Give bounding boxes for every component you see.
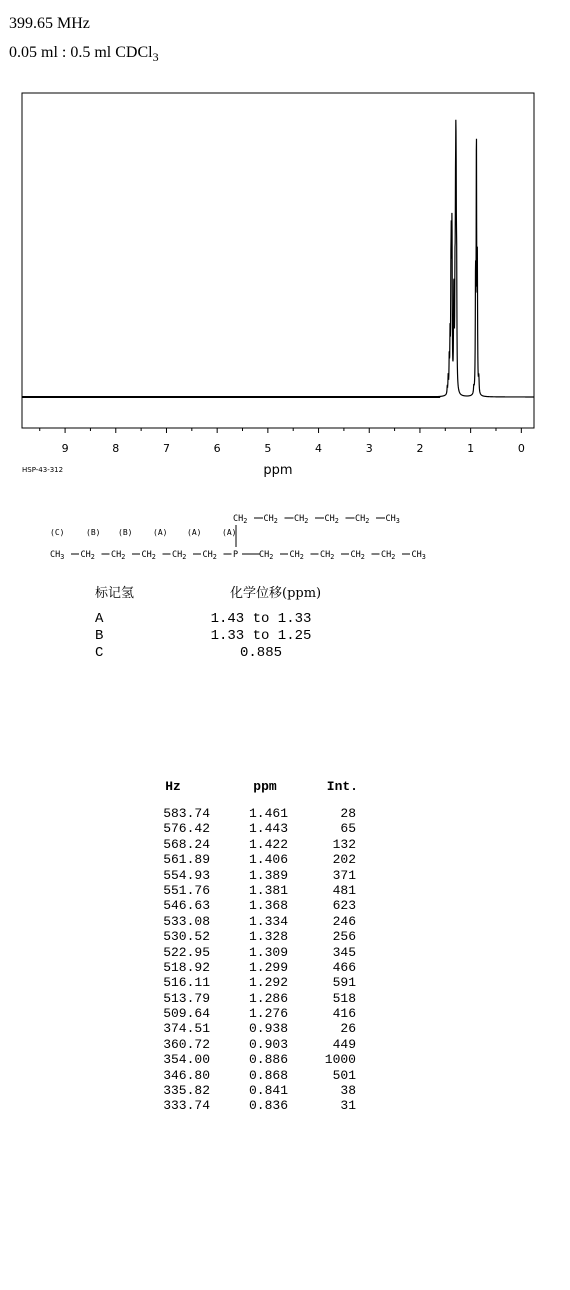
peak-hz-cell: 513.79 — [163, 990, 210, 1006]
peak-table-row — [150, 1068, 358, 1083]
x-axis-label: ppm — [263, 463, 293, 478]
peak-hz-cell: 530.52 — [163, 929, 210, 945]
carbon-group: $CH_2$ — [80, 550, 95, 561]
peak-ppm-cell: 1.328 — [248, 929, 288, 945]
shift-col-label: 标记氢 — [95, 586, 135, 601]
peak-ppm-cell: 0.903 — [248, 1036, 288, 1052]
peak-hz-cell: 576.42 — [163, 821, 210, 837]
hydrogen-label: (A) — [187, 528, 202, 537]
peak-int-cell: 1000 — [324, 1052, 356, 1068]
peak-ppm-cell: 1.381 — [248, 882, 288, 898]
shift-value-cell: 1.33 to 1.25 — [210, 628, 312, 644]
shift-table-row — [95, 645, 321, 662]
peak-ppm-cell: 0.938 — [248, 1021, 288, 1037]
peak-table-row — [150, 945, 358, 960]
x-tick-label: 0 — [517, 442, 525, 455]
shift-col-shift: 化学位移(ppm) — [230, 586, 322, 601]
carbon-group: $CH_2$ — [320, 550, 335, 561]
x-tick-label: 3 — [365, 442, 373, 455]
carbon-group: $CH_2$ — [202, 550, 217, 561]
hydrogen-label: (B) — [118, 528, 133, 537]
peak-hz-cell: 546.63 — [163, 898, 210, 914]
peak-hz-cell: 533.08 — [163, 913, 210, 929]
x-tick-label: 6 — [213, 442, 221, 455]
shift-value-cell: 0.885 — [239, 645, 282, 661]
peak-ppm-cell: 1.286 — [248, 990, 288, 1006]
carbon-group: $CH_2$ — [350, 550, 365, 561]
peak-ppm-cell: 0.841 — [248, 1083, 288, 1099]
main-chain — [50, 550, 426, 561]
peak-table-rows — [150, 806, 358, 1114]
peak-table-row — [150, 914, 358, 929]
carbon-group: $CH_2$ — [381, 550, 396, 561]
peak-table-row — [150, 898, 358, 913]
peak-int-cell: 591 — [332, 975, 356, 991]
shift-table-row — [95, 628, 321, 645]
x-tick-label: 2 — [416, 442, 424, 455]
carbon-group: $CH_2$ — [324, 514, 339, 525]
peak-int-cell: 202 — [332, 852, 356, 868]
shift-value-cell: 1.43 to 1.33 — [210, 611, 312, 627]
peak-ppm-cell: 1.276 — [248, 1006, 288, 1022]
peak-int-cell: 345 — [332, 944, 356, 960]
peak-int-cell: 481 — [332, 882, 356, 898]
carbon-group: $CH_2$ — [289, 550, 304, 561]
peak-hz-cell: 360.72 — [163, 1036, 210, 1052]
peak-ppm-cell: 1.461 — [248, 806, 288, 821]
peak-table-header — [150, 776, 358, 798]
hydrogen-label: (C) — [50, 528, 65, 537]
peak-hz-cell: 551.76 — [163, 882, 210, 898]
peak-table-row — [150, 821, 358, 836]
hydrogen-label: (A) — [222, 528, 237, 537]
peak-ppm-cell: 1.406 — [248, 852, 288, 868]
peak-hz-cell: 568.24 — [163, 836, 210, 852]
shift-label-cell: C — [95, 645, 104, 661]
peak-ppm-cell: 1.334 — [248, 913, 288, 929]
peak-hz-cell: 335.82 — [163, 1083, 210, 1099]
solvent-text: 0.05 ml : 0.5 ml CDCl — [9, 44, 153, 61]
peak-ppm-cell: 1.422 — [248, 836, 288, 852]
peak-hz-cell: 354.00 — [163, 1052, 210, 1068]
peak-int-cell: 246 — [332, 913, 356, 929]
shift-table-row — [95, 611, 321, 628]
peak-ppm-cell: 1.309 — [248, 944, 288, 960]
peak-int-cell: 65 — [340, 821, 356, 837]
carbon-group: $CH_2$ — [355, 514, 370, 525]
peak-int-cell: 623 — [332, 898, 356, 914]
carbon-group: $CH_2$ — [111, 550, 126, 561]
peak-table-row — [150, 837, 358, 852]
peak-ppm-cell: 0.886 — [248, 1052, 288, 1068]
molecular-structure — [0, 0, 570, 580]
peak-int-cell: 31 — [340, 1098, 356, 1114]
peak-ppm-cell: 1.299 — [248, 959, 288, 975]
shift-label-cell: B — [95, 628, 104, 644]
peak-hz-cell: 554.93 — [163, 867, 210, 883]
peak-hz-cell: 583.74 — [163, 806, 210, 821]
peak-col-ppm: ppm — [253, 779, 277, 794]
carbon-group: $CH_2$ — [294, 514, 309, 525]
carbon-group: $CH_2$ — [172, 550, 187, 561]
solvent-subscript: 3 — [152, 50, 159, 65]
peak-ppm-cell: 1.389 — [248, 867, 288, 883]
peak-list-table — [150, 776, 358, 1114]
peak-int-cell: 38 — [340, 1083, 356, 1099]
x-tick-label: 1 — [467, 442, 475, 455]
peak-hz-cell: 374.51 — [163, 1021, 210, 1037]
shift-table-rows — [95, 611, 321, 662]
x-tick-label: 4 — [315, 442, 323, 455]
hydrogen-label: (B) — [86, 528, 101, 537]
hydrogen-label: (A) — [153, 528, 168, 537]
peak-int-cell: 518 — [332, 990, 356, 1006]
peak-hz-cell: 333.74 — [163, 1098, 210, 1114]
peak-int-cell: 256 — [332, 929, 356, 945]
peak-table-row — [150, 1052, 358, 1067]
peak-table-row — [150, 1037, 358, 1052]
peak-table-row — [150, 868, 358, 883]
peak-int-cell: 132 — [332, 836, 356, 852]
peak-ppm-cell: 1.443 — [248, 821, 288, 837]
peak-col-hz: Hz — [165, 779, 181, 794]
peak-int-cell: 371 — [332, 867, 356, 883]
peak-int-cell: 466 — [332, 959, 356, 975]
peak-int-cell: 416 — [332, 1006, 356, 1022]
carbon-group: $CH_2$ — [141, 550, 156, 561]
x-tick-label: 5 — [264, 442, 272, 455]
peak-table-row — [150, 975, 358, 990]
peak-hz-cell: 561.89 — [163, 852, 210, 868]
peak-col-int: Int. — [326, 779, 358, 794]
peak-hz-cell: 522.95 — [163, 944, 210, 960]
peak-int-cell: 28 — [340, 806, 356, 821]
peak-hz-cell: 509.64 — [163, 1006, 210, 1022]
x-tick-label: 8 — [112, 442, 120, 455]
peak-table-row — [150, 1083, 358, 1098]
peak-hz-cell: 346.80 — [163, 1067, 210, 1083]
carbon-group: $CH_2$ — [263, 514, 278, 525]
sample-id: HSP-43-312 — [22, 466, 64, 474]
peak-table-row — [150, 852, 358, 867]
carbon-group: $CH_2$ — [233, 514, 248, 525]
peak-table-row — [150, 1006, 358, 1021]
carbon-group: $CH_2$ — [259, 550, 274, 561]
peak-table-row — [150, 960, 358, 975]
peak-ppm-cell: 1.368 — [248, 898, 288, 914]
peak-table-row — [150, 806, 358, 821]
peak-hz-cell: 516.11 — [163, 975, 210, 991]
peak-ppm-cell: 0.836 — [248, 1098, 288, 1114]
peak-table-row — [150, 883, 358, 898]
peak-int-cell: 26 — [340, 1021, 356, 1037]
peak-table-row — [150, 1021, 358, 1036]
peak-table-row — [150, 1098, 358, 1113]
carbon-group: $CH_3$ — [50, 550, 65, 561]
branch-chain — [233, 514, 400, 547]
carbon-group: $CH_3$ — [385, 514, 400, 525]
peak-ppm-cell: 1.292 — [248, 975, 288, 991]
peak-hz-cell: 518.92 — [163, 959, 210, 975]
phosphorus-atom: P — [233, 550, 239, 560]
peak-int-cell: 501 — [332, 1067, 356, 1083]
shift-assignment-table — [95, 582, 321, 662]
shift-table-header — [95, 582, 321, 601]
x-tick-label: 7 — [162, 442, 170, 455]
carbon-group: $CH_3$ — [411, 550, 426, 561]
peak-table-row — [150, 991, 358, 1006]
x-tick-label: 9 — [61, 442, 69, 455]
peak-table-row — [150, 929, 358, 944]
peak-ppm-cell: 0.868 — [248, 1067, 288, 1083]
peak-int-cell: 449 — [332, 1036, 356, 1052]
hydrogen-labels — [50, 528, 236, 537]
spectrometer-frequency: 399.65 MHz — [9, 15, 90, 32]
shift-label-cell: A — [95, 611, 104, 627]
